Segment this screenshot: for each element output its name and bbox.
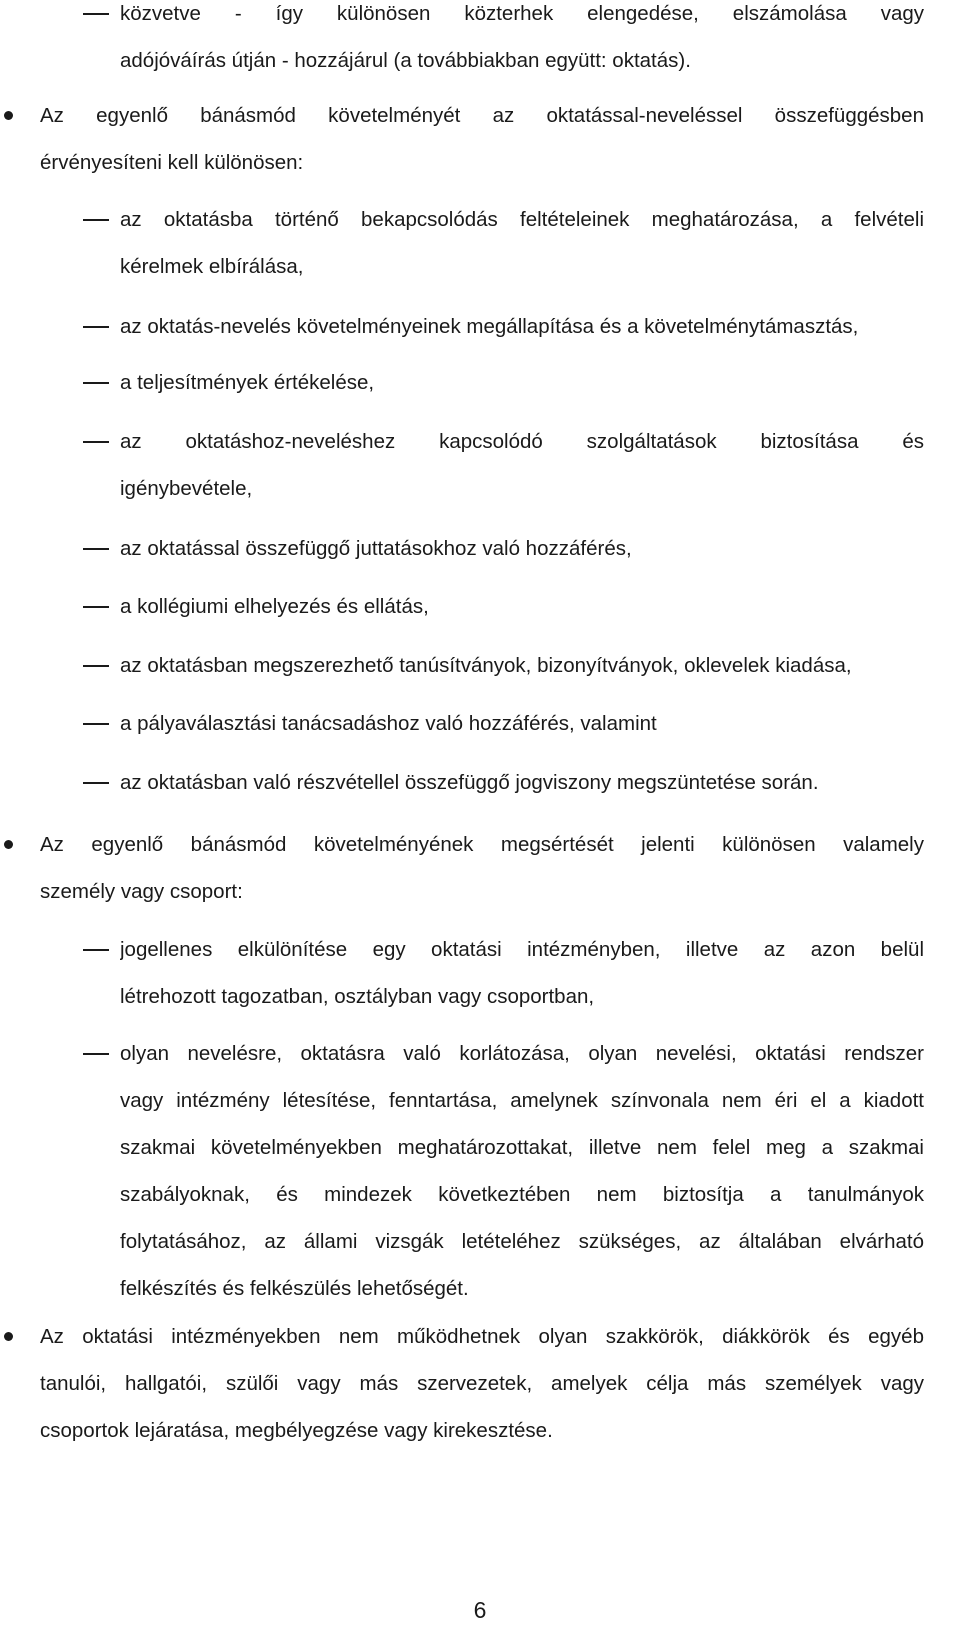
list-item bbox=[120, 926, 924, 1020]
list-item bbox=[120, 583, 924, 630]
list-item bbox=[120, 196, 924, 290]
text-line: igénybevétele, bbox=[120, 477, 253, 500]
text-line: tanulói, hallgatói, szülői vagy más szervezetek, amelyek célja más személyek vagy bbox=[40, 1372, 924, 1395]
text-line: a kollégiumi elhelyezés és ellátás, bbox=[120, 595, 429, 618]
text-line: személy vagy csoport: bbox=[40, 880, 243, 903]
text-line: szakmai követelményekben meghatározottakat, illetve nem felel meg a szakmai bbox=[120, 1136, 924, 1159]
text-line: a teljesítmények értékelése, bbox=[120, 371, 375, 394]
dash-icon bbox=[83, 606, 109, 608]
text-line: az oktatáshoz-neveléshez kapcsolódó szolgáltatások biztosítása és bbox=[120, 430, 924, 453]
list-item bbox=[120, 642, 924, 689]
list-item bbox=[120, 1030, 924, 1312]
text-line: az oktatásban való részvétellel összefüggő jogviszony megszüntetése során. bbox=[120, 771, 819, 794]
text-line: az oktatás-nevelés követelményeinek megállapítása és a követelménytámasztás, bbox=[120, 315, 859, 338]
text-line: folytatásához, az állami vizsgák letételéhez szükséges, az általában elvárható bbox=[120, 1230, 924, 1253]
dash-icon bbox=[83, 723, 109, 725]
text-line: felkészítés és felkészülés lehetőségét. bbox=[120, 1277, 469, 1300]
text-line: az oktatással összefüggő juttatásokhoz való hozzáférés, bbox=[120, 537, 632, 560]
text-line: adójóváírás útján - hozzájárul (a továbbiakban együtt: oktatás). bbox=[120, 49, 691, 72]
list-item bbox=[120, 0, 924, 84]
dash-icon bbox=[83, 665, 109, 667]
list-item bbox=[120, 759, 924, 806]
text-line: Az egyenlő bánásmód követelményének megsértését jelenti különösen valamely bbox=[40, 833, 924, 856]
list-item bbox=[40, 821, 924, 915]
list-item bbox=[120, 359, 924, 406]
text-line: szabályoknak, és mindezek következtében nem biztosítja a tanulmányok bbox=[120, 1183, 924, 1206]
text-line: Az oktatási intézményekben nem működhetnek olyan szakkörök, diákkörök és egyéb bbox=[40, 1325, 924, 1348]
list-item bbox=[40, 1313, 924, 1454]
text-line: az oktatásba történő bekapcsolódás feltételeinek meghatározása, a felvételi bbox=[120, 208, 924, 231]
list-item bbox=[120, 700, 924, 747]
text-line: olyan nevelésre, oktatásra való korlátozása, olyan nevelési, oktatási rendszer bbox=[120, 1042, 924, 1065]
dash-icon bbox=[83, 441, 109, 443]
text-line: az oktatásban megszerezhető tanúsítványok, bizonyítványok, oklevelek kiadása, bbox=[120, 654, 852, 677]
text-line: érvényesíteni kell különösen: bbox=[40, 151, 304, 174]
bullet-icon bbox=[4, 1332, 13, 1341]
dash-icon bbox=[83, 782, 109, 784]
list-item bbox=[40, 92, 924, 186]
text-line: közvetve - így különösen közterhek elengedése, elszámolása vagy bbox=[120, 2, 924, 25]
page-number: 6 bbox=[473, 1597, 487, 1623]
bullet-icon bbox=[4, 111, 13, 120]
text-line: jogellenes elkülönítése egy oktatási intézményben, illetve az azon belül bbox=[120, 938, 924, 961]
dash-icon bbox=[83, 326, 109, 328]
text-line: Az egyenlő bánásmód követelményét az oktatással-neveléssel összefüggésben bbox=[40, 104, 924, 127]
text-line: létrehozott tagozatban, osztályban vagy csoportban, bbox=[120, 985, 595, 1008]
text-line: kérelmek elbírálása, bbox=[120, 255, 304, 278]
dash-icon bbox=[83, 219, 109, 221]
list-item bbox=[120, 303, 924, 350]
dash-icon bbox=[83, 949, 109, 951]
dash-icon bbox=[83, 1053, 109, 1055]
text-line: csoportok lejáratása, megbélyegzése vagy kirekesztése. bbox=[40, 1419, 553, 1442]
text-line: vagy intézmény létesítése, fenntartása, amelynek színvonala nem éri el a kiadott bbox=[120, 1089, 924, 1112]
dash-icon bbox=[83, 548, 109, 550]
list-item bbox=[120, 525, 924, 572]
list-item bbox=[120, 418, 924, 512]
dash-icon bbox=[83, 13, 109, 15]
text-line: a pályaválasztási tanácsadáshoz való hozzáférés, valamint bbox=[120, 712, 657, 735]
dash-icon bbox=[83, 382, 109, 384]
bullet-icon bbox=[4, 840, 13, 849]
